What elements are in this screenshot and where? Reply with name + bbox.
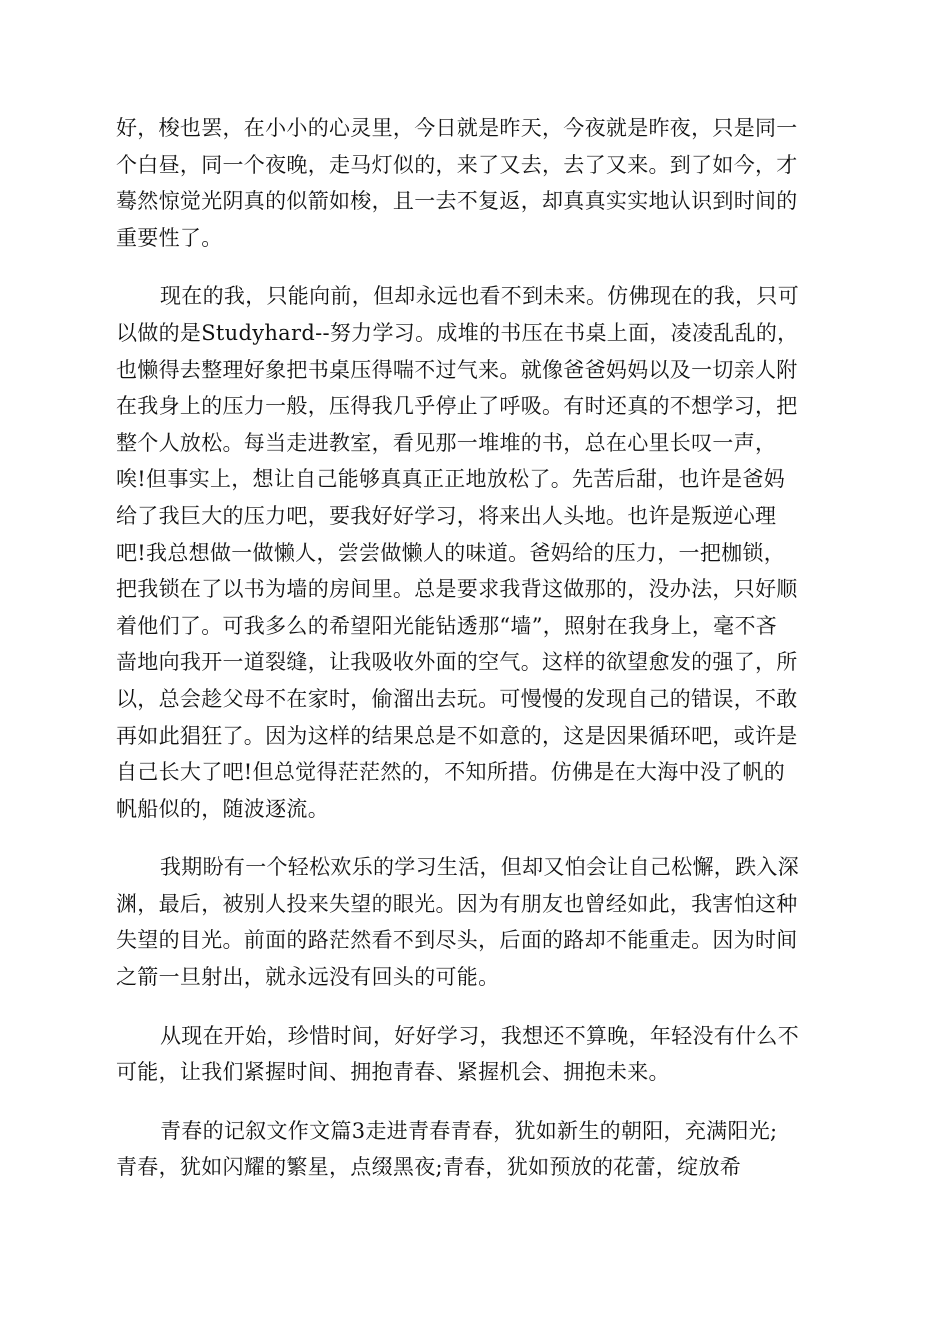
paragraph-line: 唉!但事实上，想让自己能够真真正正地放松了。先苦后甜，也许是爸妈 xyxy=(116,467,786,492)
paragraph-line: 以，总会趁父母不在家时，偷溜出去玩。可慢慢的发现自己的错误，不敢 xyxy=(116,686,798,711)
paragraph-line: 着他们了。可我多么的希望阳光能钻透那“墙”，照射在我身上，毫不吝 xyxy=(116,613,778,638)
paragraph-line: 帆船似的，随波逐流。 xyxy=(116,796,329,821)
document-body xyxy=(116,110,836,1208)
paragraph-1 xyxy=(116,110,836,256)
paragraph-line: 青春的记叙文作文篇3走进青春青春，犹如新生的朝阳，充满阳光; xyxy=(160,1118,778,1143)
paragraph-line: 吧!我总想做一做懒人，尝尝做懒人的味道。爸妈给的压力，一把枷锁， xyxy=(116,540,786,565)
paragraph-line: 之箭一旦射出，就永远没有回头的可能。 xyxy=(116,965,500,990)
paragraph-line: 给了我巨大的压力吧，要我好好学习，将来出人头地。也许是叛逆心理 xyxy=(116,503,777,528)
paragraph-4 xyxy=(116,1018,836,1091)
paragraph-5 xyxy=(116,1113,836,1186)
paragraph-line: 失望的目光。前面的路茫然看不到尽头，后面的路却不能重走。因为时间 xyxy=(116,928,798,953)
paragraph-line: 再如此猖狂了。因为这样的结果总是不如意的，这是因果循环吧，或许是 xyxy=(116,723,798,748)
paragraph-line: 也懒得去整理好象把书桌压得喘不过气来。就像爸爸妈妈以及一切亲人附 xyxy=(116,357,798,382)
paragraph-line: 从现在开始，珍惜时间，好好学习，我想还不算晚，年轻没有什么不 xyxy=(160,1023,799,1048)
paragraph-line: 个白昼，同一个夜晚，走马灯似的，来了又去，去了又来。到了如今，才 xyxy=(116,152,798,177)
paragraph-line: 蓦然惊觉光阴真的似箭如梭，且一去不复返，却真真实实地认识到时间的 xyxy=(116,189,798,214)
paragraph-3 xyxy=(116,849,836,995)
paragraph-line: 自己长大了吧!但总觉得茫茫然的，不知所措。仿佛是在大海中没了帆的 xyxy=(116,760,786,785)
paragraph-2 xyxy=(116,278,836,827)
paragraph-line: 好，梭也罢，在小小的心灵里，今日就是昨天，今夜就是昨夜，只是同一 xyxy=(116,116,798,140)
paragraph-line: 我期盼有一个轻松欢乐的学习生活，但却又怕会让自己松懈，跌入深 xyxy=(160,855,799,880)
paragraph-line: 可能，让我们紧握时间、拥抱青春、紧握机会、拥抱未来。 xyxy=(116,1060,670,1085)
paragraph-line: 青春，犹如闪耀的繁星，点缀黑夜;青春，犹如预放的花蕾，绽放希 xyxy=(116,1155,742,1180)
paragraph-line: 渊，最后，被别人投来失望的眼光。因为有朋友也曾经如此，我害怕这种 xyxy=(116,891,798,916)
paragraph-line: 现在的我，只能向前，但却永远也看不到未来。仿佛现在的我，只可 xyxy=(160,284,799,309)
paragraph-line: 把我锁在了以书为墙的房间里。总是要求我背这做那的，没办法，只好顺 xyxy=(116,577,798,602)
paragraph-line: 在我身上的压力一般，压得我几乎停止了呼吸。有时还真的不想学习，把 xyxy=(116,394,798,419)
paragraph-line: 重要性了。 xyxy=(116,225,223,250)
paragraph-line: 啬地向我开一道裂缝，让我吸收外面的空气。这样的欲望愈发的强了，所 xyxy=(116,650,798,675)
paragraph-line: 以做的是Studyhard--努力学习。成堆的书压在书桌上面，凌凌乱乱的， xyxy=(116,320,799,345)
paragraph-line: 整个人放松。每当走进教室，看见那一堆堆的书，总在心里长叹一声， xyxy=(116,430,777,455)
